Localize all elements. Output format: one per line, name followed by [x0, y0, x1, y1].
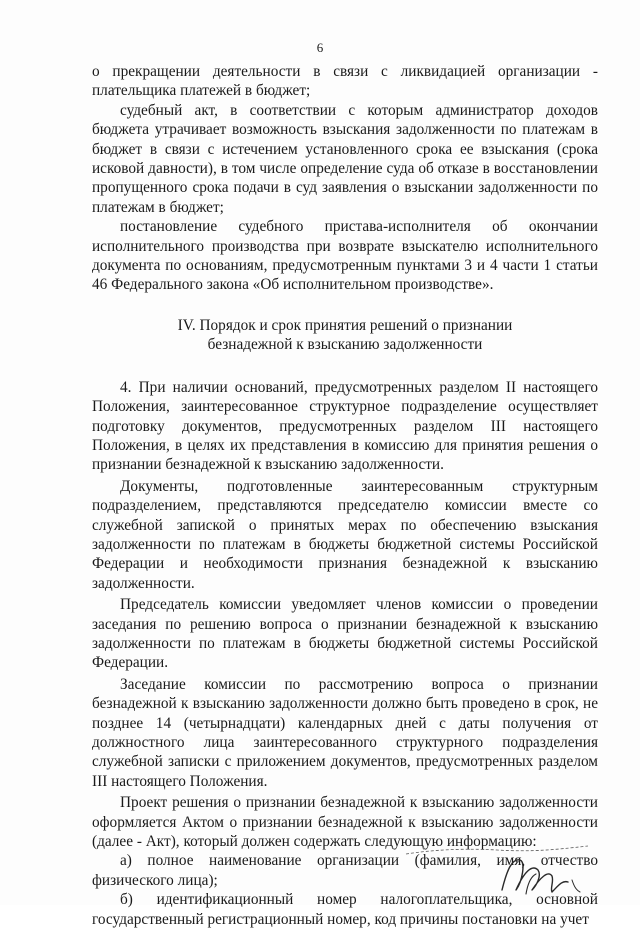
- paragraph: Председатель комиссии уведомляет членов комиссии о проведении заседания по решению вопроса о признании безнадежной к взысканию задолженности по платежам в бюджеты бюджетной системы Российской Федерации.: [92, 596, 598, 672]
- list-item: а) полное наименование организации (фамилия, имя, отчество физического лица);: [92, 852, 598, 889]
- section-heading-line: IV. Порядок и срок принятия решений о признании: [177, 316, 513, 334]
- handwritten-signature: [402, 820, 592, 900]
- document-body: [92, 62, 598, 929]
- paragraph: судебный акт, в соответствии с которым администратор доходов бюджета утрачивает возможность взыскания задолженности по платежам в бюджет в связи с истечением установленного срока ее взыскания (срока исковой давности), в том числе определение суда об отказе в восстановлении пропущенного срока подачи в суд заявления о взыскании задолженности по платежам в бюджет;: [92, 101, 598, 216]
- list-item: б) идентификационный номер налогоплательщика, основной государственный регистрационный номер, код причины постановки на учет: [92, 891, 598, 928]
- section-heading: [92, 316, 598, 355]
- page-number: 6: [316, 40, 324, 55]
- paragraph: Проект решения о признании безнадежной к взысканию задолженности оформляется Актом о признании безнадежной к взысканию задолженности (далее - Акт), который должен содержать следующую информацию:: [92, 794, 598, 851]
- paragraph: Документы, подготовленные заинтересованным структурным подразделением, представляются председателю комиссии вместе со служебной запиской о принятых мерах по обеспечению взыскания задолженности по платежам в бюджеты бюджетной системы Российской Федерации и необходимости признания безнадежной к взысканию задолженности.: [92, 477, 598, 592]
- paragraph: о прекращении деятельности в связи с ликвидацией организации - плательщика платежей в бюджет;: [92, 63, 598, 100]
- paragraph: постановление судебного пристава-исполнителя об окончании исполнительного производства при возврате взыскателю исполнительного документа по основаниям, предусмотренным пунктами 3 и 4 части 1 статьи 46 Федерального закона «Об исполнительном производстве».: [92, 218, 598, 294]
- paragraph: 4. При наличии оснований, предусмотренных разделом II настоящего Положения, заинтересованное структурное подразделение осуществляет подготовку документов, предусмотренных разделом III настоящего Положения, в целях их представления в комиссию для принятия решения о признании безнадежной к взысканию задолженности.: [92, 378, 598, 474]
- section-heading-line: безнадежной к взысканию задолженности: [207, 336, 483, 354]
- paragraph: Заседание комиссии по рассмотрению вопроса о признании безнадежной к взысканию задолженности должно быть проведено в срок, не позднее 14 (четырнадцати) календарных дней с даты получения от должностного лица заинтересованного структурного подразделения служебной записки с приложением документов, предусмотренных разделом III настоящего Положения.: [92, 675, 598, 790]
